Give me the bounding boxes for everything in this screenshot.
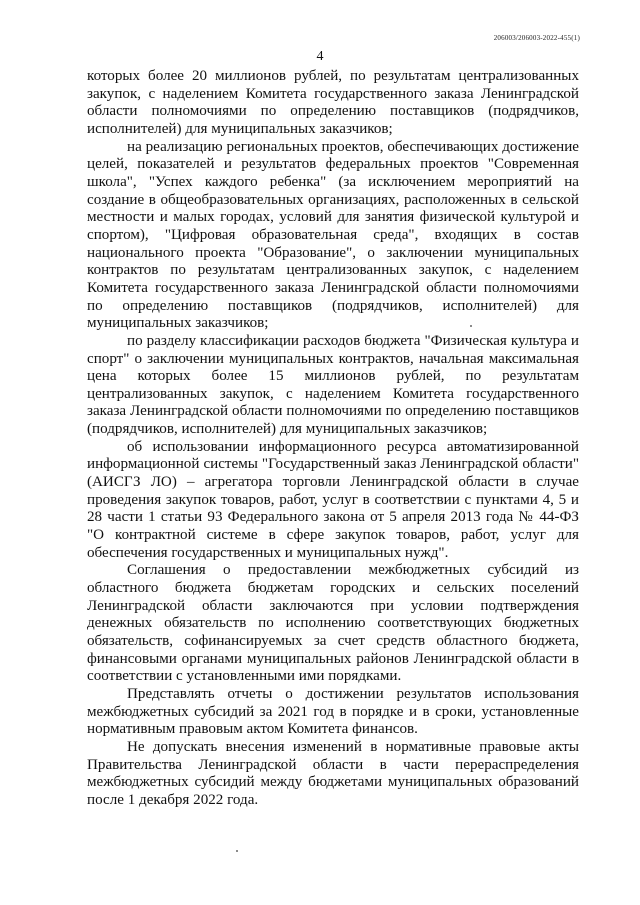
paragraph-4: об использовании информационного ресурса автоматизированной информационной системы "Государственный заказ Ленинградской области" (АИСГЗ ЛО) – агрегатора торговли Ленинградской области в случае проведения закупок товаров, работ, услуг в соответствии с пунктами 4, 5 и 28 части 1 статьи 93 Федерального закона от 5 апреля 2013 года № 44-ФЗ "О контрактной системе в сфере закупок товаров, работ, услуг для обеспечения государственных и муниципальных нужд". xyxy=(87,438,579,561)
paragraph-3: по разделу классификации расходов бюджета "Физическая культура и спорт" о заключении муниципальных контрактов, начальная максимальная цена которых более 15 миллионов рублей, по результатам централизованных закупок, с наделением Комитета государственного заказа Ленинградской области полномочиями по определению поставщиков (подрядчиков, исполнителей) для муниципальных заказчиков; xyxy=(87,332,579,438)
paragraph-6: Представлять отчеты о достижении результатов использования межбюджетных субсидий за 2021 год в порядке и в сроки, установленные нормативным правовым актом Комитета финансов. xyxy=(87,685,579,738)
scan-speck xyxy=(236,850,238,852)
page-number: 4 xyxy=(316,49,324,64)
document-body xyxy=(87,68,579,810)
document-id: 206003/206003-2022-455(1) xyxy=(493,34,580,42)
paragraph-5: Соглашения о предоставлении межбюджетных субсидий из областного бюджета бюджетам городских и сельских поселений Ленинградской области заключаются при условии подтверждения денежных обязательств по исполнению соответствующих бюджетных обязательств, софинансируемых за счет средств областного бюджета, финансовыми органами муниципальных районов Ленинградской области в соответствии с установленными ими порядками. xyxy=(87,562,579,685)
paragraph-1: которых более 20 миллионов рублей, по результатам централизованных закупок, с наделением Комитета государственного заказа Ленинградской области полномочиями по определению поставщиков (подрядчиков, исполнителей) для муниципальных заказчиков; xyxy=(87,68,579,137)
scan-speck xyxy=(470,325,472,327)
paragraph-2: на реализацию региональных проектов, обеспечивающих достижение целей, показателей и результатов федеральных проектов "Современная школа", "Успех каждого ребенка" (за исключением мероприятий на создание в общеобразовательных организациях, расположенных в сельской местности и малых городах, условий для занятия физической культурой и спортом), "Цифровая образовательная среда", входящих в состав национального проекта "Образование", о заключении муниципальных контрактов по результатам централизованных закупок, с наделением Комитета государственного заказа Ленинградской области полномочиями по определению поставщиков (подрядчиков, исполнителей) для муниципальных заказчиков; xyxy=(87,138,579,332)
paragraph-7: Не допускать внесения изменений в нормативные правовые акты Правительства Ленинградской области в части перераспределения межбюджетных субсидий между бюджетами муниципальных образований после 1 декабря 2022 года. xyxy=(87,738,579,808)
